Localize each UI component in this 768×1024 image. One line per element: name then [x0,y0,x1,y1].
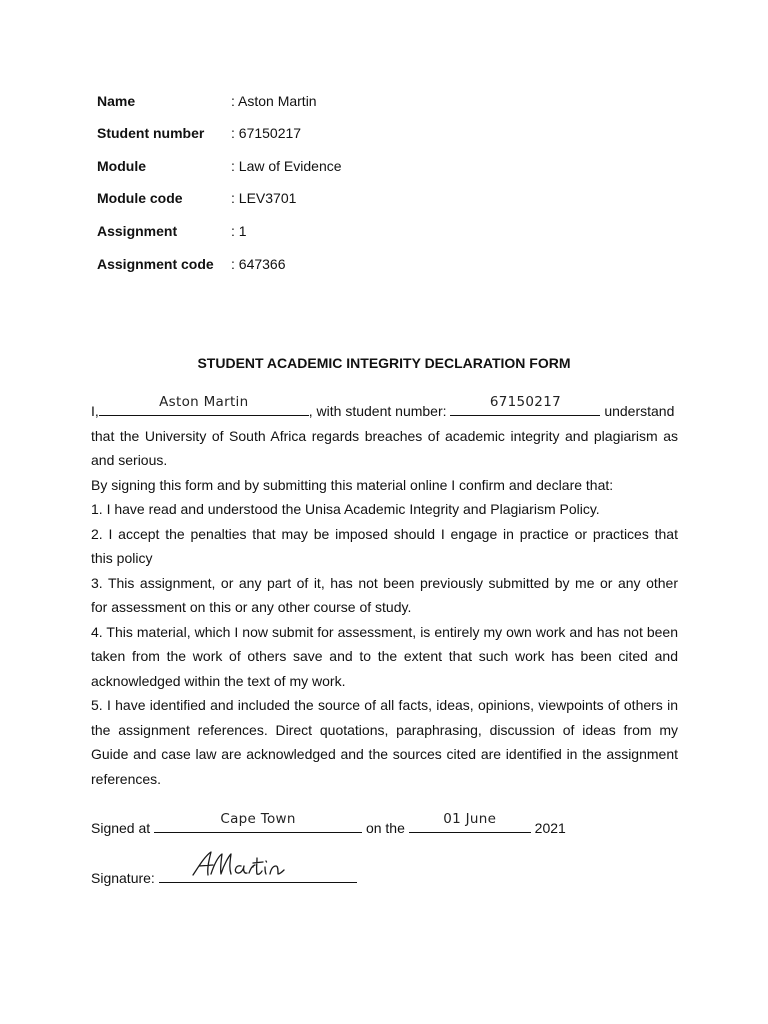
declaration-item-2: 2. I accept the penalties that may be imposed should I engage in practice or practices that [91,525,678,542]
paragraph-line: Guide and case law are acknowledged and the sources cited are identified in the assignment [91,746,678,762]
paragraph-line: for assessment on this or any other course of study. [91,599,412,615]
declaration-mid: , with student number: [308,403,447,419]
date-blank [409,811,531,833]
info-label: Student number [97,125,205,141]
declaration-item-1: 1. I have read and understood the Unisa Academic Integrity and Plagiarism Policy. [91,501,600,517]
declaration-suffix: understand [604,403,675,419]
info-label: Assignment [97,223,178,239]
signature-label: Signature: [91,870,155,886]
info-value: : Aston Martin [231,93,317,109]
place-fill: Cape Town [220,811,296,827]
paragraph-line: acknowledged within the text of my work. [91,672,346,689]
paragraph-line: that the University of South Africa regards breaches of academic integrity and plagiarism as [91,427,678,444]
signature-row [91,866,357,890]
paragraph-line: taken from the work of others save and to the extent that such work has been cited and [91,648,678,664]
declaration-body [91,393,678,791]
info-value: : 647366 [231,256,286,272]
date-fill: 01 June [443,811,497,827]
place-blank [154,811,362,833]
name-blank [99,393,309,416]
paragraph-line: this policy [91,550,153,566]
student-number-blank [450,393,600,416]
info-label: Name [97,93,136,109]
student-number-fill: 67150217 [489,393,561,410]
signed-prefix: Signed at [91,820,151,836]
info-label: Module code [97,190,183,206]
declaration-first-line [91,393,678,424]
paragraph-line: By signing this form and by submitting this material online I confirm and declare that: [91,476,614,493]
name-fill: Aston Martin [159,393,249,410]
signed-at-row [91,811,566,840]
info-label: Module [97,158,146,174]
declaration-item-4: 4. This material, which I now submit for assessment, is entirely my own work and has not been [91,623,678,640]
year-label: 2021 [534,820,566,836]
info-label: Assignment code [97,256,214,272]
paragraph-line: the assignment references. Direct quotations, paraphrasing, discussion of ideas from my [91,721,678,738]
info-value: : LEV3701 [231,190,297,206]
info-value: : 67150217 [231,125,302,141]
info-value: : Law of Evidence [231,158,342,174]
handwritten-signature [189,848,299,880]
signature-blank [159,868,357,883]
form-title: STUDENT ACADEMIC INTEGRITY DECLARATION FORM [197,355,571,371]
paragraph-line: references. [91,770,162,787]
info-value: : 1 [231,223,247,239]
declaration-item-5: 5. I have identified and included the source of all facts, ideas, opinions, viewpoints of others in [91,697,678,713]
on-the-label: on the [365,820,405,836]
paragraph-line: and serious. [91,452,168,468]
declaration-item-3: 3. This assignment, or any part of it, has not been previously submitted by me or any other [91,574,678,591]
declaration-prefix: I, [91,403,99,419]
